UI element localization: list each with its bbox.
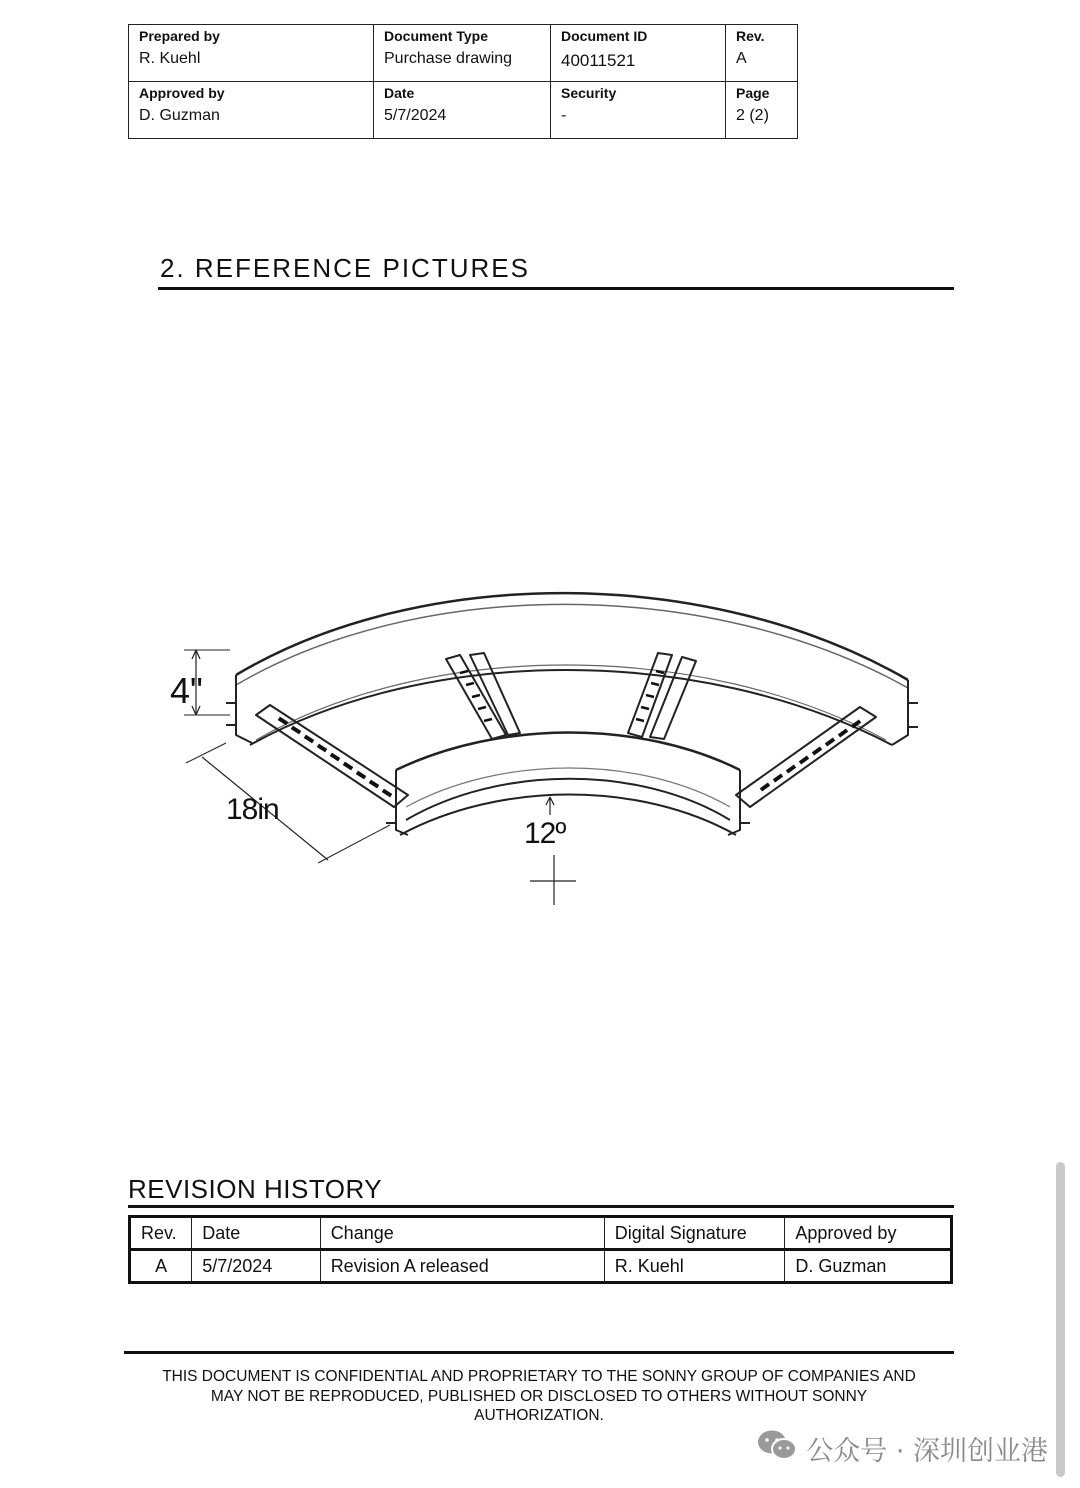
watermark-text: 公众号 · 深圳创业港 [806, 1436, 1048, 1467]
column-header-rev: Rev. [130, 1217, 192, 1250]
page-value: 2 (2) [736, 107, 769, 124]
confidentiality-line-3: AUTHORIZATION. [474, 1407, 604, 1424]
revision-label: Rev. [736, 28, 765, 44]
security-label: Security [561, 85, 617, 101]
approver-cell: D. Guzman [785, 1250, 952, 1283]
table-row [130, 1250, 952, 1283]
date-label: Date [384, 85, 415, 101]
cable-tray-bend-drawing [170, 585, 950, 920]
width-dimension-label: 18in [226, 793, 279, 826]
change-cell: Revision A released [320, 1250, 604, 1283]
page-cell [726, 82, 798, 139]
revision-history-header-row [130, 1217, 952, 1250]
height-dimension-label: 4" [170, 670, 203, 711]
revision-history-table [128, 1215, 953, 1284]
vertical-scrollbar[interactable] [1056, 1162, 1065, 1477]
security-cell [551, 82, 726, 139]
wechat-watermark [756, 1428, 1048, 1469]
column-header-digital-signature: Digital Signature [604, 1217, 785, 1250]
prepared-by-value: R. Kuehl [139, 50, 201, 67]
signature-cell: R. Kuehl [604, 1250, 785, 1283]
revision-value: A [736, 50, 747, 67]
wechat-icon [756, 1428, 798, 1469]
date-cell: 5/7/2024 [192, 1250, 320, 1283]
document-header-table [128, 24, 798, 139]
revision-history-title: REVISION HISTORY [128, 1174, 383, 1204]
section-title: 2. REFERENCE PICTURES [160, 253, 530, 283]
angle-dimension-label: 12º [524, 817, 566, 850]
document-id-value: 40011521 [561, 51, 636, 70]
column-header-date: Date [192, 1217, 320, 1250]
document-type-label: Document Type [384, 28, 488, 44]
prepared-by-cell [129, 25, 374, 82]
date-cell [374, 82, 551, 139]
revision-cell: A [155, 1255, 168, 1276]
prepared-by-label: Prepared by [139, 28, 220, 44]
approved-by-value: D. Guzman [139, 107, 220, 124]
page-label: Page [736, 85, 770, 101]
footer-divider [124, 1351, 954, 1354]
confidentiality-line-1: THIS DOCUMENT IS CONFIDENTIAL AND PROPRIETARY TO THE SONNY GROUP OF COMPANIES AND [162, 1368, 916, 1385]
revision-cell [726, 25, 798, 82]
document-id-cell [551, 25, 726, 82]
section-divider [158, 287, 954, 290]
approved-by-cell [129, 82, 374, 139]
column-header-approved-by: Approved by [785, 1217, 952, 1250]
confidentiality-line-2: MAY NOT BE REPRODUCED, PUBLISHED OR DISCLOSED TO OTHERS WITHOUT SONNY [210, 1387, 868, 1405]
security-value: - [561, 107, 567, 124]
column-header-change: Change [320, 1217, 604, 1250]
date-value: 5/7/2024 [384, 107, 447, 124]
document-id-label: Document ID [561, 28, 648, 44]
revision-history-divider [128, 1205, 954, 1208]
document-type-value: Purchase drawing [384, 50, 513, 67]
approved-by-label: Approved by [139, 85, 225, 101]
document-type-cell [374, 25, 551, 82]
confidentiality-notice [124, 1367, 954, 1426]
